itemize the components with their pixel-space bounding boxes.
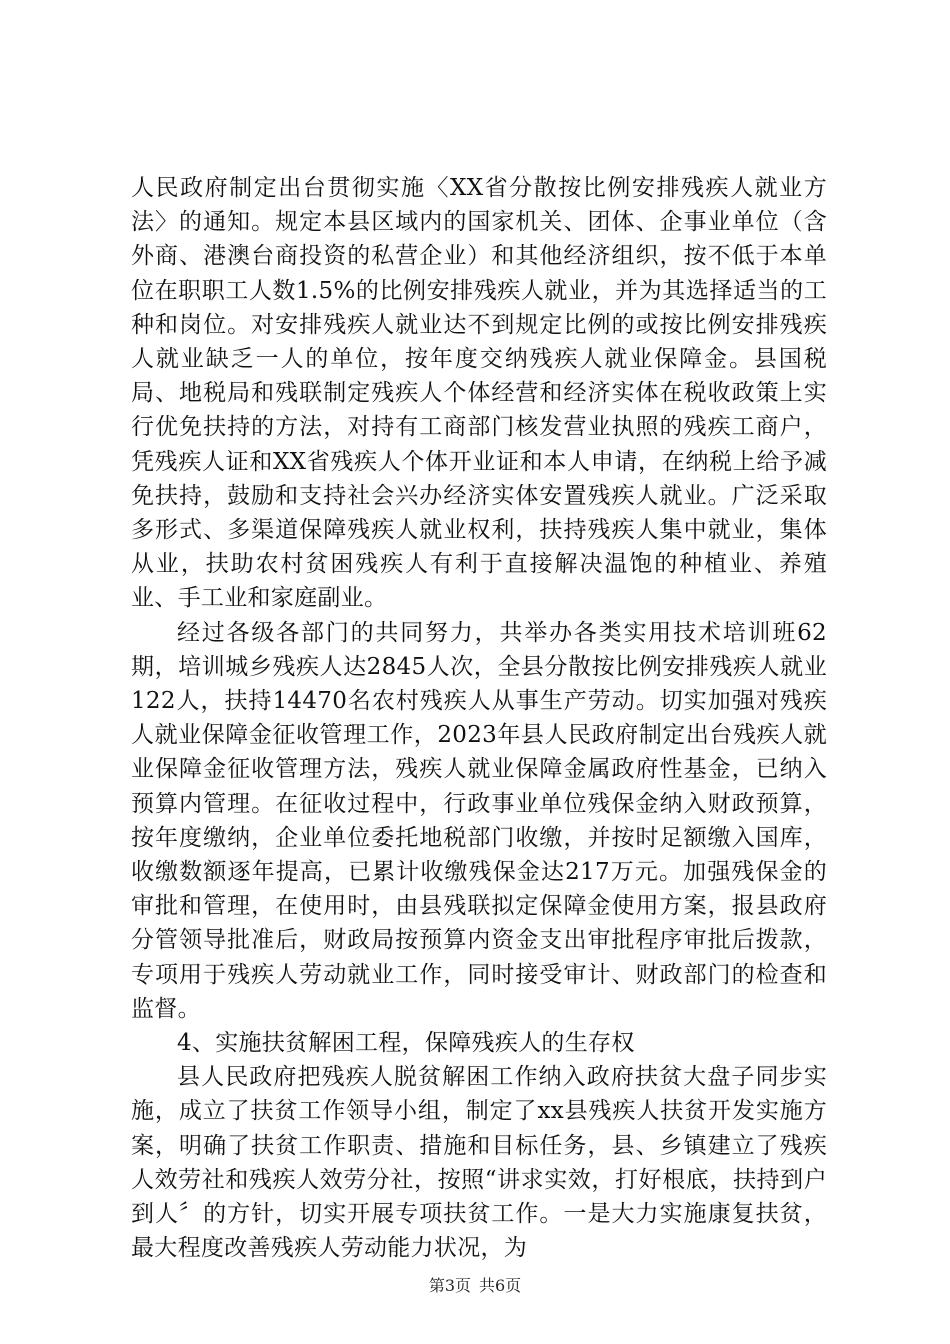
page-number: 第3页 (428, 1276, 471, 1295)
paragraph-2: 经过各级各部门的共同努力，共举办各类实用技术培训班62期，培训城乡残疾人达2845人次，全县分散按比例安排残疾人就业122人，扶持14470名农村残疾人从事生产劳动。切实加强对残疾人就业保障金征收管理工作，2023年县人民政府制定出台残疾人就业保障金征收管理方法，残疾人就业保障金属政府性基金，已纳入预算内管理。在征收过程中，行政事业单位残保金纳入财政预算，按年度缴纳，企业单位委托地税部门收缴，并按时足额缴入国库，收缴数额逐年提高，已累计收缴残保金达217万元。加强残保金的审批和管理，在使用时，由县残联拟定保障金使用方案，报县政府分管领导批准后，财政局按预算内资金支出审批程序审批后拨款，专项用于残疾人劳动就业工作，同时接受审计、财政部门的检查和监督。 (131, 619, 827, 1022)
paragraph-1: 人民政府制定出台贯彻实施〈XX省分散按比例安排残疾人就业方法〉的通知。规定本县区域内的国家机关、团体、企事业单位（含外商、港澳台商投资的私营企业）和其他经济组织，按不低于本单位在职职工人数1.5%的比例安排残疾人就业，并为其选择适当的工种和岗位。对安排残疾人就业达不到规定比例的或按比例安排残疾人就业缺乏一人的单位，按年度交纳残疾人就业保障金。县国税局、地税局和残联制定残疾人个体经营和经济实体在税收政策上实行优免扶持的方法，对持有工商部门核发营业执照的残疾工商户，凭残疾人证和XX省残疾人个体开业证和本人申请，在纳税上给予减免扶持，鼓励和支持社会兴办经济实体安置残疾人就业。广泛采取多形式、多渠道保障残疾人就业权利，扶持残疾人集中就业，集体从业，扶助农村贫困残疾人有利于直接解决温饱的种植业、养殖业、手工业和家庭副业。 (131, 175, 827, 612)
page-total: 共6页 (479, 1276, 522, 1295)
paragraph-3: 县人民政府把残疾人脱贫解困工作纳入政府扶贫大盘子同步实施，成立了扶贫工作领导小组，制定了xx县残疾人扶贫开发实施方案，明确了扶贫工作职责、措施和目标任务，县、乡镇建立了残疾人效劳社和残疾人效劳分社，按照“讲求实效，打好根底，扶持到户到人〞的方针，切实开展专项扶贫工作。一是大力实施康复扶贫，最大程度改善残疾人劳动能力状况，为 (131, 1064, 827, 1262)
document-body (131, 171, 827, 1266)
page-footer (0, 1276, 950, 1296)
section-heading-4: 4、实施扶贫解困工程，保障残疾人的生存权 (177, 1030, 635, 1057)
